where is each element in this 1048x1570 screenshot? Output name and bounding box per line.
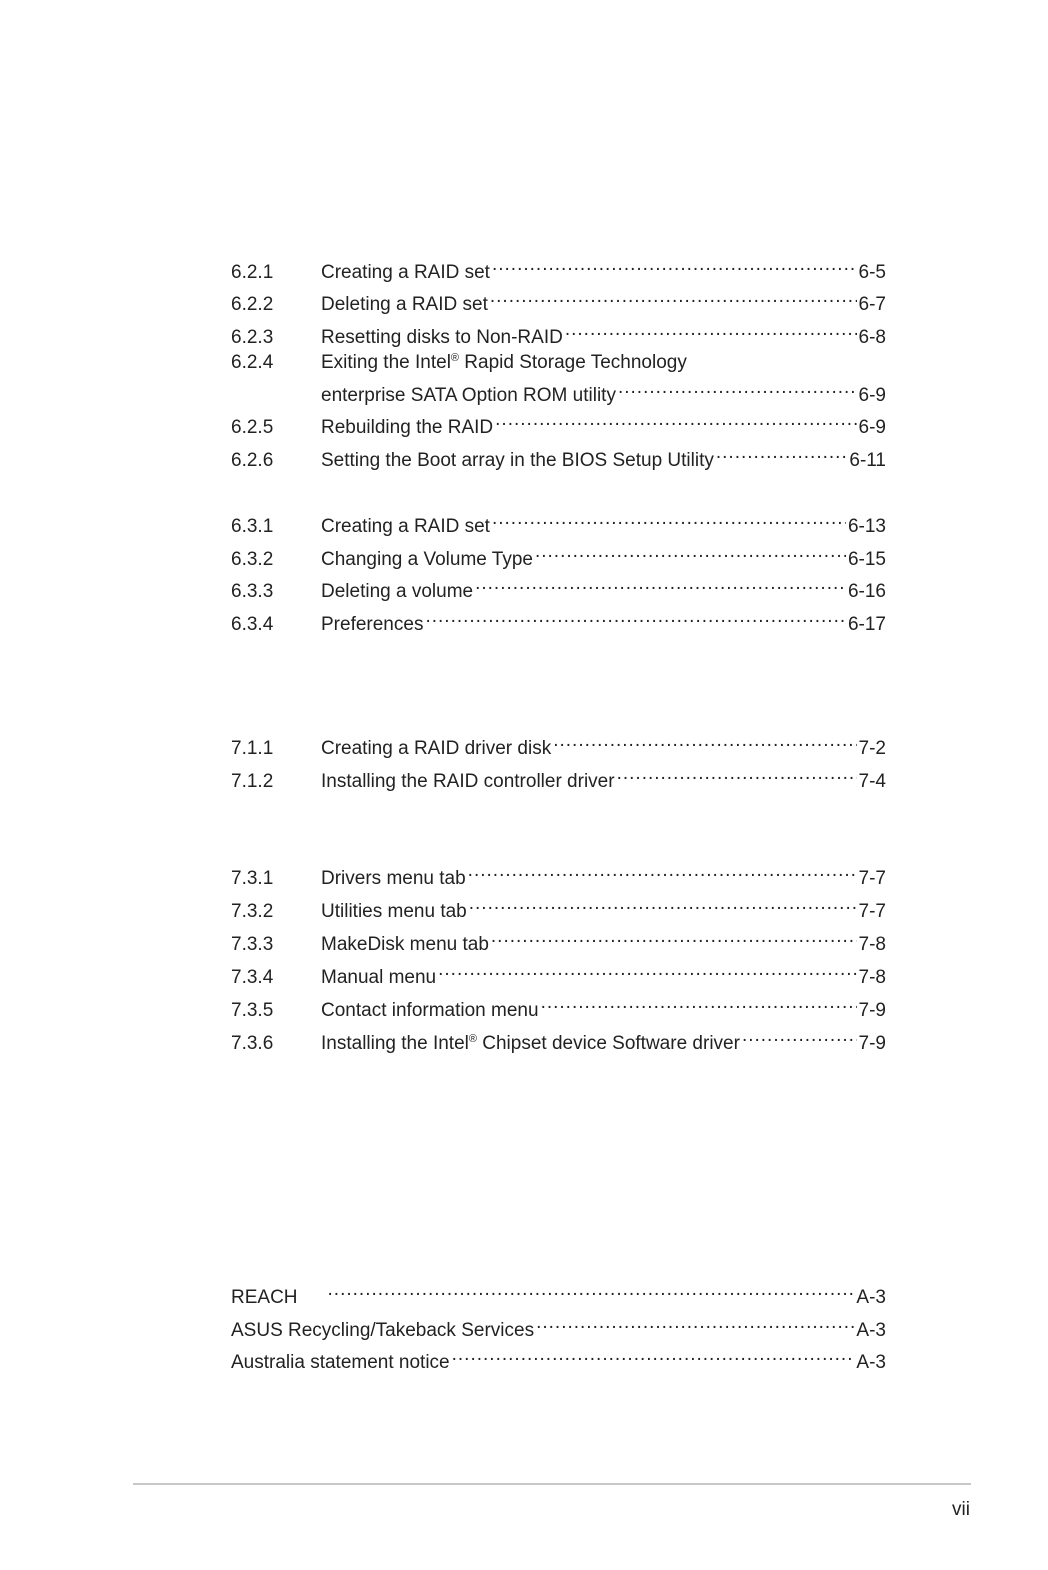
toc-entry-number: 6.2.6 [231,450,274,471]
toc-entry-page: 7-8 [858,934,886,955]
dot-leader [495,407,856,433]
toc-entry-title: Deleting a RAID set [321,294,488,315]
toc-entry[interactable] [231,1023,886,1054]
toc-entry[interactable] [231,350,886,376]
toc-entry-number: 7.3.5 [231,1000,274,1021]
dot-leader [452,1342,855,1368]
toc-entry[interactable] [231,284,886,315]
toc-entry[interactable] [231,990,886,1021]
toc-entry-page: 6-16 [847,581,886,602]
toc-entry-number: 7.1.1 [231,738,274,759]
appendix-entry-title: ASUS Recycling/Takeback Services [231,1320,535,1341]
toc-entry-title: Installing the RAID controller driver [321,771,615,792]
appendix-entry[interactable] [231,1310,886,1341]
dot-leader [716,440,848,466]
toc-entry[interactable] [231,317,886,348]
dot-leader [425,604,846,630]
appendix-entry-page: A-3 [856,1352,886,1373]
toc-entry-number: 6.3.4 [231,614,274,635]
toc-entry-number: 6.3.3 [231,581,274,602]
registered-mark: ® [468,1033,477,1045]
toc-entry-title: Resetting disks to Non-RAID [321,327,563,348]
dot-leader [468,858,857,884]
toc-entry[interactable] [231,891,886,922]
toc-entry-title-line2: enterprise SATA Option ROM utility [321,385,616,406]
dot-leader [536,1310,854,1336]
toc-entry-number: 6.2.2 [231,294,274,315]
dot-leader [469,891,857,917]
dot-leader [438,957,856,983]
registered-mark: ® [450,352,460,364]
toc-entry-page: 6-11 [849,450,886,471]
toc-entry-page: 6-9 [858,385,886,406]
toc-entry-title: Manual menu [321,967,437,988]
toc-entry-page: 7-2 [858,738,886,759]
toc-entry-continuation[interactable] [231,375,886,406]
toc-entry-page: 6-9 [858,417,886,438]
appendix-entry-page: A-3 [856,1287,886,1308]
toc-entry-number: 6.2.3 [231,327,274,348]
toc-entry-page: 6-7 [858,294,886,315]
toc-entry-number: 6.2.4 [231,352,274,373]
toc-entry-page: 6-5 [858,262,886,283]
toc-entry-page: 7-7 [858,868,886,889]
toc-entry-title: Drivers menu tab [321,868,466,889]
dot-leader [742,1023,857,1049]
toc-entry-title: Creating a RAID set [321,516,490,537]
toc-entry-title: Contact information menu [321,1000,539,1021]
toc-entry-title: Exiting the Intel® Rapid Storage Technology [321,352,687,373]
dot-leader [492,252,857,278]
toc-entry-number: 7.3.2 [231,901,274,922]
toc-entry-number: 6.2.1 [231,262,274,283]
toc-entry[interactable] [231,440,886,471]
dot-leader [490,284,857,310]
toc-entry-number: 7.3.6 [231,1033,274,1054]
toc-entry-number: 6.3.2 [231,549,274,570]
dot-leader [541,990,857,1016]
toc-entry-page: 6-13 [847,516,886,537]
toc-entry-page: 7-4 [858,771,886,792]
toc-entry-page: 7-9 [858,1033,886,1054]
toc-entry-number: 7.3.4 [231,967,274,988]
toc-entry-page: 7-9 [858,1000,886,1021]
toc-entry[interactable] [231,604,886,635]
toc-entry-number: 6.3.1 [231,516,274,537]
toc-entry-title: Utilities menu tab [321,901,467,922]
toc-entry[interactable] [231,924,886,955]
appendix-entry[interactable] [231,1277,886,1308]
dot-leader [328,1277,855,1303]
toc-entry-number: 7.1.2 [231,771,274,792]
toc-entry-title: Changing a Volume Type [321,549,533,570]
dot-leader [475,571,846,597]
dot-leader [491,924,857,950]
dot-leader [618,375,857,401]
footer-divider [133,1483,971,1485]
toc-entry[interactable] [231,407,886,438]
toc-entry-page: 6-15 [847,549,886,570]
appendix-entry-title: REACH [231,1287,298,1308]
appendix-entry[interactable] [231,1342,886,1373]
toc-entry-number: 6.2.5 [231,417,274,438]
toc-entry-title: Creating a RAID driver disk [321,738,552,759]
toc-entry-title: Rebuilding the RAID [321,417,494,438]
appendix-entry-title: Australia statement notice [231,1352,450,1373]
dot-leader [553,728,856,754]
toc-entry-number: 7.3.3 [231,934,274,955]
toc-entry[interactable] [231,761,886,792]
dot-leader [617,761,857,787]
dot-leader [565,317,857,343]
toc-entry[interactable] [231,728,886,759]
toc-entry-title: Deleting a volume [321,581,474,602]
toc-entry[interactable] [231,252,886,283]
page-number: vii [952,1499,970,1520]
toc-entry[interactable] [231,858,886,889]
toc-entry-title: MakeDisk menu tab [321,934,489,955]
appendix-entry-page: A-3 [856,1320,886,1341]
toc-entry[interactable] [231,957,886,988]
toc-entry-title: Installing the Intel® Chipset device Software driver [321,1033,740,1054]
toc-entry[interactable] [231,506,886,537]
toc-entry-page: 6-17 [847,614,886,635]
dot-leader [535,539,846,565]
toc-entry-page: 6-8 [858,327,886,348]
toc-entry[interactable] [231,539,886,570]
toc-entry-number: 7.3.1 [231,868,274,889]
toc-entry-title: Creating a RAID set [321,262,490,283]
toc-entry-page: 7-8 [858,967,886,988]
toc-entry[interactable] [231,571,886,602]
toc-entry-title: Setting the Boot array in the BIOS Setup Utility [321,450,714,471]
dot-leader [492,506,846,532]
toc-entry-page: 7-7 [858,901,886,922]
toc-entry-title: Preferences [321,614,424,635]
